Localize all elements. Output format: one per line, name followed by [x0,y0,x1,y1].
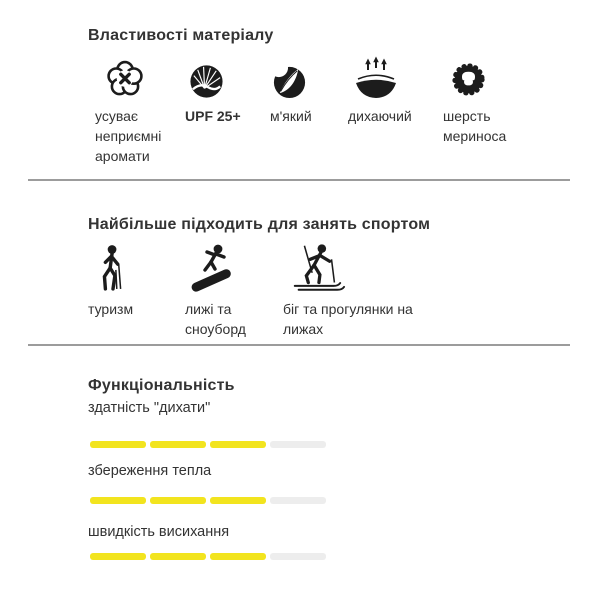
rating-bar-breathability [90,441,326,448]
feature-softness [270,54,346,126]
rating-segment [210,553,266,560]
feature-label: UPF 25+ [185,108,241,124]
feature-label: м'який [270,108,312,124]
rating-segment [90,441,146,448]
feature-odor-removal [95,54,181,166]
metric-label-breathability: здатність "дихати" [88,400,211,416]
rating-segment [90,553,146,560]
metric-label-warmth: збереження тепла [88,463,212,479]
rating-segment [210,441,266,448]
rating-segment [210,497,266,504]
sport-label: біг та прогулянки на лижах [283,301,413,337]
material-section-title: Властивості матеріалу [88,27,274,45]
rating-bar-warmth [90,497,326,504]
breathability-icon [348,54,444,100]
sport-ski-run [283,241,438,339]
upf-protection-icon [185,54,265,100]
feature-label: усуває неприємні аромати [95,108,162,164]
sport-label: туризм [88,301,134,317]
softness-feather-icon [270,54,346,100]
metric-label-drying: швидкість висихання [88,524,230,540]
section-divider [28,179,570,181]
sport-snowboard [185,241,280,339]
hiking-icon [88,241,180,293]
feature-upf [185,54,265,126]
feature-label: дихаючий [348,108,412,124]
rating-segment [270,497,326,504]
rating-segment [90,497,146,504]
functionality-section-title: Функціональність [88,377,235,395]
feature-label: шерсть мериноса [443,108,507,144]
feature-merino [443,54,531,146]
rating-bar-drying [90,553,326,560]
snowboarding-icon [185,241,280,293]
rating-segment [270,553,326,560]
rating-segment [150,553,206,560]
feature-breathable [348,54,444,126]
cross-country-ski-icon [283,241,438,293]
sport-hiking [88,241,180,319]
odor-removal-icon [95,54,181,100]
section-divider [28,344,570,346]
rating-segment [150,497,206,504]
sport-label: лижі та сноуборд [185,301,246,337]
sports-section-title: Найбільше підходить для занять спортом [88,216,431,234]
merino-wool-icon [443,54,531,100]
rating-segment [150,441,206,448]
rating-segment [270,441,326,448]
